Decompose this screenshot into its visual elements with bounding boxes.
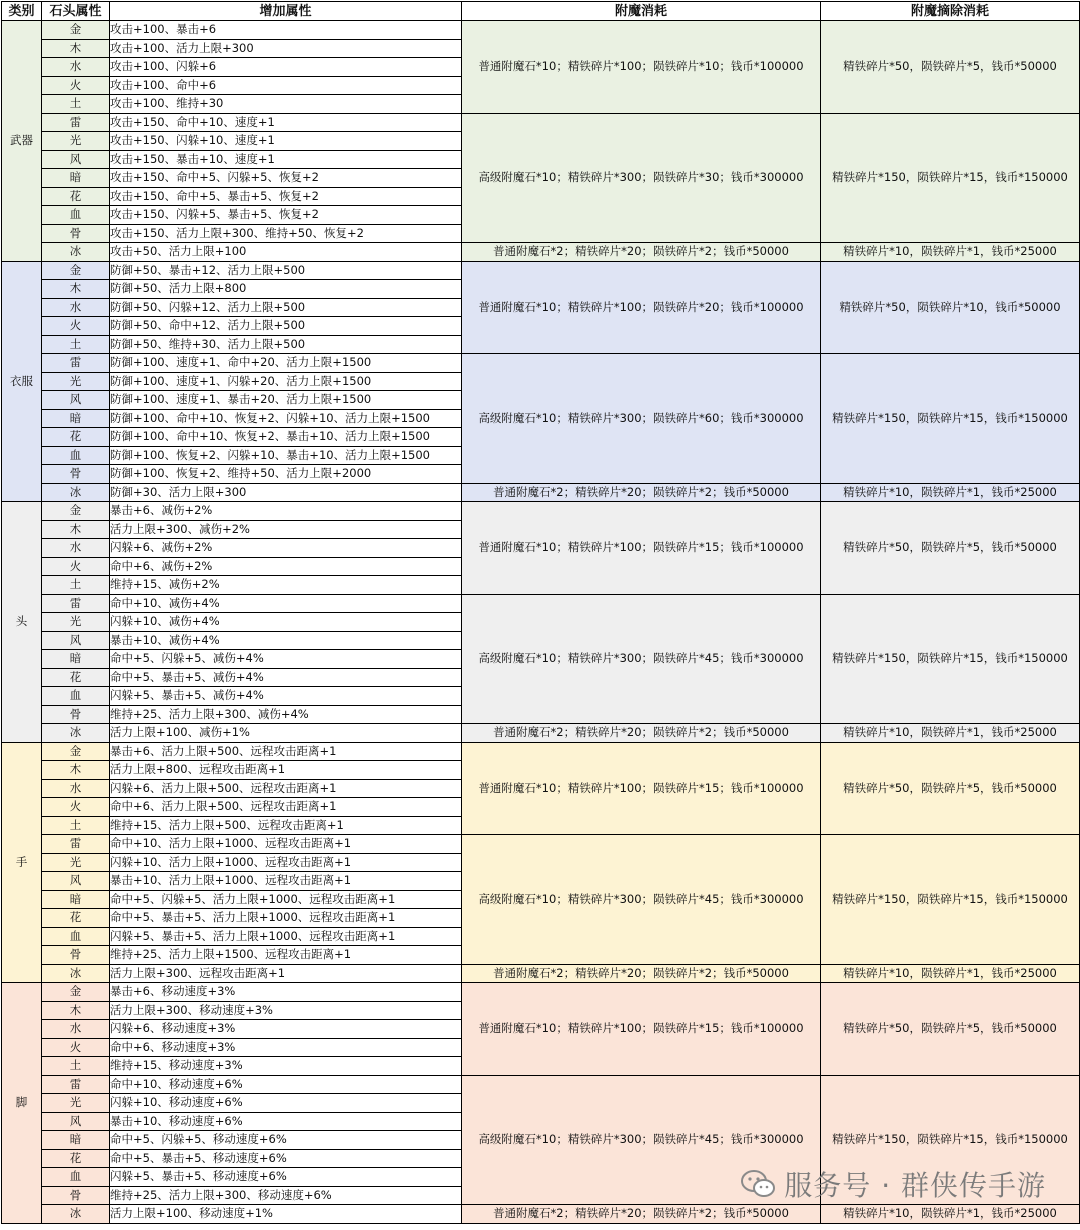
- attr-cell: 暴击+10、减伤+4%: [110, 631, 462, 650]
- category-cell: 头: [2, 502, 42, 743]
- enchant-cost-cell: 高级附魔石*10；精铁碎片*300；陨铁碎片*45；钱币*300000: [462, 594, 821, 724]
- attr-cell: 命中+5、闪躲+5、减伤+4%: [110, 650, 462, 669]
- attr-cell: 防御+100、恢复+2、维持+50、活力上限+2000: [110, 465, 462, 484]
- header-row: [2, 2, 1080, 21]
- attr-cell: 防御+100、恢复+2、闪躲+10、暴击+10、活力上限+1500: [110, 446, 462, 465]
- stone-cell: 骨: [42, 1186, 110, 1205]
- attr-cell: 防御+100、命中+10、恢复+2、暴击+10、活力上限+1500: [110, 428, 462, 447]
- table-row: [2, 1205, 1080, 1224]
- attr-cell: 攻击+50、活力上限+100: [110, 243, 462, 262]
- remove-cost-cell: 精铁碎片*150，陨铁碎片*15，钱币*150000: [821, 594, 1080, 724]
- attr-cell: 防御+100、速度+1、暴击+20、活力上限+1500: [110, 391, 462, 410]
- stone-cell: 暗: [42, 169, 110, 188]
- stone-cell: 光: [42, 132, 110, 151]
- attr-cell: 维持+15、移动速度+3%: [110, 1057, 462, 1076]
- stone-cell: 暗: [42, 890, 110, 909]
- attr-cell: 防御+50、闪躲+12、活力上限+500: [110, 298, 462, 317]
- table-row: [2, 261, 1080, 280]
- attr-cell: 防御+30、活力上限+300: [110, 483, 462, 502]
- attr-cell: 命中+10、减伤+4%: [110, 594, 462, 613]
- stone-cell: 冰: [42, 483, 110, 502]
- remove-cost-cell: 精铁碎片*150，陨铁碎片*15，钱币*150000: [821, 354, 1080, 484]
- stone-cell: 土: [42, 95, 110, 114]
- stone-cell: 血: [42, 1168, 110, 1187]
- attr-cell: 防御+100、速度+1、命中+20、活力上限+1500: [110, 354, 462, 373]
- stone-cell: 雷: [42, 594, 110, 613]
- header-added-attr: 增加属性: [110, 2, 462, 21]
- stone-cell: 冰: [42, 964, 110, 983]
- enchant-cost-cell: 高级附魔石*10；精铁碎片*300；陨铁碎片*45；钱币*300000: [462, 1075, 821, 1205]
- stone-cell: 木: [42, 280, 110, 299]
- attr-cell: 闪躲+10、减伤+4%: [110, 613, 462, 632]
- attr-cell: 命中+6、活力上限+500、远程攻击距离+1: [110, 798, 462, 817]
- remove-cost-cell: 精铁碎片*10，陨铁碎片*1，钱币*25000: [821, 964, 1080, 983]
- enchant-cost-cell: 普通附魔石*2；精铁碎片*20；陨铁碎片*2；钱币*50000: [462, 724, 821, 743]
- attr-cell: 闪躲+5、暴击+5、活力上限+1000、远程攻击距离+1: [110, 927, 462, 946]
- attr-cell: 闪躲+5、暴击+5、移动速度+6%: [110, 1168, 462, 1187]
- attr-cell: 命中+6、移动速度+3%: [110, 1038, 462, 1057]
- attr-cell: 命中+5、闪躲+5、移动速度+6%: [110, 1131, 462, 1150]
- header-stone: 石头属性: [42, 2, 110, 21]
- header-category: 类别: [2, 2, 42, 21]
- category-cell: 武器: [2, 21, 42, 262]
- attr-cell: 命中+10、移动速度+6%: [110, 1075, 462, 1094]
- stone-cell: 火: [42, 1038, 110, 1057]
- attr-cell: 命中+6、减伤+2%: [110, 557, 462, 576]
- enchant-table: [1, 1, 1080, 1224]
- attr-cell: 闪躲+6、活力上限+500、远程攻击距离+1: [110, 779, 462, 798]
- stone-cell: 冰: [42, 724, 110, 743]
- attr-cell: 防御+50、维持+30、活力上限+500: [110, 335, 462, 354]
- stone-cell: 风: [42, 1112, 110, 1131]
- attr-cell: 防御+50、暴击+12、活力上限+500: [110, 261, 462, 280]
- table-row: [2, 835, 1080, 854]
- attr-cell: 活力上限+300、减伤+2%: [110, 520, 462, 539]
- attr-cell: 攻击+150、闪躲+5、暴击+5、恢复+2: [110, 206, 462, 225]
- attr-cell: 攻击+150、暴击+10、速度+1: [110, 150, 462, 169]
- stone-cell: 冰: [42, 1205, 110, 1224]
- attr-cell: 防御+50、命中+12、活力上限+500: [110, 317, 462, 336]
- attr-cell: 活力上限+300、远程攻击距离+1: [110, 964, 462, 983]
- stone-cell: 火: [42, 557, 110, 576]
- attr-cell: 暴击+6、活力上限+500、远程攻击距离+1: [110, 742, 462, 761]
- table-row: [2, 113, 1080, 132]
- stone-cell: 花: [42, 668, 110, 687]
- stone-cell: 水: [42, 298, 110, 317]
- attr-cell: 防御+100、速度+1、闪躲+20、活力上限+1500: [110, 372, 462, 391]
- stone-cell: 水: [42, 58, 110, 77]
- stone-cell: 金: [42, 21, 110, 40]
- stone-cell: 木: [42, 761, 110, 780]
- stone-cell: 木: [42, 39, 110, 58]
- stone-cell: 血: [42, 206, 110, 225]
- stone-cell: 木: [42, 520, 110, 539]
- attr-cell: 活力上限+100、减伤+1%: [110, 724, 462, 743]
- stone-cell: 金: [42, 983, 110, 1002]
- attr-cell: 活力上限+300、移动速度+3%: [110, 1001, 462, 1020]
- attr-cell: 暴击+6、移动速度+3%: [110, 983, 462, 1002]
- stone-cell: 光: [42, 1094, 110, 1113]
- stone-cell: 血: [42, 687, 110, 706]
- stone-cell: 金: [42, 261, 110, 280]
- stone-cell: 花: [42, 1149, 110, 1168]
- enchant-cost-cell: 普通附魔石*10；精铁碎片*100；陨铁碎片*15；钱币*100000: [462, 983, 821, 1076]
- attr-cell: 活力上限+800、远程攻击距离+1: [110, 761, 462, 780]
- stone-cell: 花: [42, 428, 110, 447]
- attr-cell: 攻击+150、命中+5、闪躲+5、恢复+2: [110, 169, 462, 188]
- stone-cell: 雷: [42, 835, 110, 854]
- remove-cost-cell: 精铁碎片*150，陨铁碎片*15，钱币*150000: [821, 835, 1080, 965]
- attr-cell: 暴击+6、减伤+2%: [110, 502, 462, 521]
- stone-cell: 雷: [42, 354, 110, 373]
- remove-cost-cell: 精铁碎片*10，陨铁碎片*1，钱币*25000: [821, 243, 1080, 262]
- stone-cell: 金: [42, 502, 110, 521]
- stone-cell: 花: [42, 909, 110, 928]
- attr-cell: 攻击+150、活力上限+300、维持+50、恢复+2: [110, 224, 462, 243]
- attr-cell: 活力上限+100、移动速度+1%: [110, 1205, 462, 1224]
- stone-cell: 火: [42, 317, 110, 336]
- remove-cost-cell: 精铁碎片*50，陨铁碎片*5，钱币*50000: [821, 21, 1080, 114]
- stone-cell: 骨: [42, 224, 110, 243]
- category-cell: 衣服: [2, 261, 42, 502]
- stone-cell: 土: [42, 576, 110, 595]
- stone-cell: 雷: [42, 1075, 110, 1094]
- remove-cost-cell: 精铁碎片*50，陨铁碎片*5，钱币*50000: [821, 502, 1080, 595]
- attr-cell: 攻击+100、活力上限+300: [110, 39, 462, 58]
- attr-cell: 闪躲+6、减伤+2%: [110, 539, 462, 558]
- table-row: [2, 742, 1080, 761]
- table-row: [2, 964, 1080, 983]
- attr-cell: 闪躲+10、移动速度+6%: [110, 1094, 462, 1113]
- category-cell: 手: [2, 742, 42, 983]
- enchant-cost-cell: 高级附魔石*10；精铁碎片*300；陨铁碎片*30；钱币*300000: [462, 113, 821, 243]
- attr-cell: 命中+10、活力上限+1000、远程攻击距离+1: [110, 835, 462, 854]
- stone-cell: 风: [42, 631, 110, 650]
- enchant-cost-cell: 高级附魔石*10；精铁碎片*300；陨铁碎片*45；钱币*300000: [462, 835, 821, 965]
- attr-cell: 攻击+150、闪躲+10、速度+1: [110, 132, 462, 151]
- attr-cell: 攻击+100、闪躲+6: [110, 58, 462, 77]
- attr-cell: 暴击+10、移动速度+6%: [110, 1112, 462, 1131]
- table-row: [2, 594, 1080, 613]
- category-cell: 脚: [2, 983, 42, 1224]
- remove-cost-cell: 精铁碎片*50，陨铁碎片*5，钱币*50000: [821, 742, 1080, 835]
- attr-cell: 维持+25、活力上限+1500、远程攻击距离+1: [110, 946, 462, 965]
- enchant-cost-cell: 普通附魔石*2；精铁碎片*20；陨铁碎片*2；钱币*50000: [462, 243, 821, 262]
- remove-cost-cell: 精铁碎片*10，陨铁碎片*1，钱币*25000: [821, 483, 1080, 502]
- stone-cell: 土: [42, 816, 110, 835]
- stone-cell: 花: [42, 187, 110, 206]
- attr-cell: 防御+50、活力上限+800: [110, 280, 462, 299]
- attr-cell: 命中+5、闪躲+5、活力上限+1000、远程攻击距离+1: [110, 890, 462, 909]
- stone-cell: 水: [42, 1020, 110, 1039]
- table-row: [2, 21, 1080, 40]
- stone-cell: 金: [42, 742, 110, 761]
- stone-cell: 光: [42, 853, 110, 872]
- attr-cell: 攻击+100、暴击+6: [110, 21, 462, 40]
- stone-cell: 木: [42, 1001, 110, 1020]
- enchant-cost-cell: 普通附魔石*10；精铁碎片*100；陨铁碎片*20；钱币*100000: [462, 261, 821, 354]
- stone-cell: 暗: [42, 409, 110, 428]
- header-remove-cost: 附魔摘除消耗: [821, 2, 1080, 21]
- stone-cell: 风: [42, 872, 110, 891]
- remove-cost-cell: 精铁碎片*10，陨铁碎片*1，钱币*25000: [821, 1205, 1080, 1224]
- remove-cost-cell: 精铁碎片*10，陨铁碎片*1，钱币*25000: [821, 724, 1080, 743]
- attr-cell: 维持+25、活力上限+300、移动速度+6%: [110, 1186, 462, 1205]
- attr-cell: 维持+25、活力上限+300、减伤+4%: [110, 705, 462, 724]
- wechat-icon: [740, 1169, 776, 1199]
- remove-cost-cell: 精铁碎片*150，陨铁碎片*15，钱币*150000: [821, 113, 1080, 243]
- stone-cell: 血: [42, 446, 110, 465]
- stone-cell: 火: [42, 76, 110, 95]
- attr-cell: 攻击+150、命中+5、暴击+5、恢复+2: [110, 187, 462, 206]
- table-row: [2, 354, 1080, 373]
- enchant-cost-cell: 普通附魔石*10；精铁碎片*100；陨铁碎片*15；钱币*100000: [462, 502, 821, 595]
- stone-cell: 火: [42, 798, 110, 817]
- attr-cell: 命中+5、暴击+5、减伤+4%: [110, 668, 462, 687]
- stone-cell: 冰: [42, 243, 110, 262]
- attr-cell: 闪躲+10、活力上限+1000、远程攻击距离+1: [110, 853, 462, 872]
- table-body: [2, 21, 1080, 1224]
- remove-cost-cell: 精铁碎片*50，陨铁碎片*10，钱币*50000: [821, 261, 1080, 354]
- stone-cell: 血: [42, 927, 110, 946]
- table-row: [2, 502, 1080, 521]
- table-row: [2, 724, 1080, 743]
- stone-cell: 土: [42, 335, 110, 354]
- table-row: [2, 1075, 1080, 1094]
- attr-cell: 暴击+10、活力上限+1000、远程攻击距离+1: [110, 872, 462, 891]
- attr-cell: 维持+15、活力上限+500、远程攻击距离+1: [110, 816, 462, 835]
- stone-cell: 风: [42, 150, 110, 169]
- remove-cost-cell: 精铁碎片*50，陨铁碎片*5，钱币*50000: [821, 983, 1080, 1076]
- attr-cell: 闪躲+5、暴击+5、减伤+4%: [110, 687, 462, 706]
- stone-cell: 土: [42, 1057, 110, 1076]
- attr-cell: 命中+5、暴击+5、活力上限+1000、远程攻击距离+1: [110, 909, 462, 928]
- attr-cell: 维持+15、减伤+2%: [110, 576, 462, 595]
- table-row: [2, 983, 1080, 1002]
- enchant-cost-cell: 普通附魔石*2；精铁碎片*20；陨铁碎片*2；钱币*50000: [462, 1205, 821, 1224]
- table-row: [2, 243, 1080, 262]
- stone-cell: 雷: [42, 113, 110, 132]
- stone-cell: 暗: [42, 1131, 110, 1150]
- header-enchant-cost: 附魔消耗: [462, 2, 821, 21]
- attr-cell: 闪躲+6、移动速度+3%: [110, 1020, 462, 1039]
- stone-cell: 光: [42, 372, 110, 391]
- stone-cell: 光: [42, 613, 110, 632]
- stone-cell: 骨: [42, 705, 110, 724]
- table-row: [2, 483, 1080, 502]
- enchant-cost-cell: 普通附魔石*2；精铁碎片*20；陨铁碎片*2；钱币*50000: [462, 964, 821, 983]
- remove-cost-cell: 精铁碎片*150，陨铁碎片*15，钱币*150000: [821, 1075, 1080, 1205]
- attr-cell: 攻击+100、命中+6: [110, 76, 462, 95]
- stone-cell: 水: [42, 539, 110, 558]
- stone-cell: 骨: [42, 946, 110, 965]
- attr-cell: 命中+5、暴击+5、移动速度+6%: [110, 1149, 462, 1168]
- stone-cell: 骨: [42, 465, 110, 484]
- attr-cell: 攻击+150、命中+10、速度+1: [110, 113, 462, 132]
- stone-cell: 暗: [42, 650, 110, 669]
- attr-cell: 攻击+100、维持+30: [110, 95, 462, 114]
- attr-cell: 防御+100、命中+10、恢复+2、闪躲+10、活力上限+1500: [110, 409, 462, 428]
- stone-cell: 水: [42, 779, 110, 798]
- watermark: [740, 1164, 1046, 1204]
- enchant-cost-cell: 普通附魔石*10；精铁碎片*100；陨铁碎片*15；钱币*100000: [462, 742, 821, 835]
- enchant-cost-cell: 高级附魔石*10；精铁碎片*300；陨铁碎片*60；钱币*300000: [462, 354, 821, 484]
- enchant-cost-cell: 普通附魔石*10；精铁碎片*100；陨铁碎片*10；钱币*100000: [462, 21, 821, 114]
- enchant-cost-cell: 普通附魔石*2；精铁碎片*20；陨铁碎片*2；钱币*50000: [462, 483, 821, 502]
- stone-cell: 风: [42, 391, 110, 410]
- watermark-text: 服务号 · 群侠传手游: [784, 1169, 1046, 1202]
